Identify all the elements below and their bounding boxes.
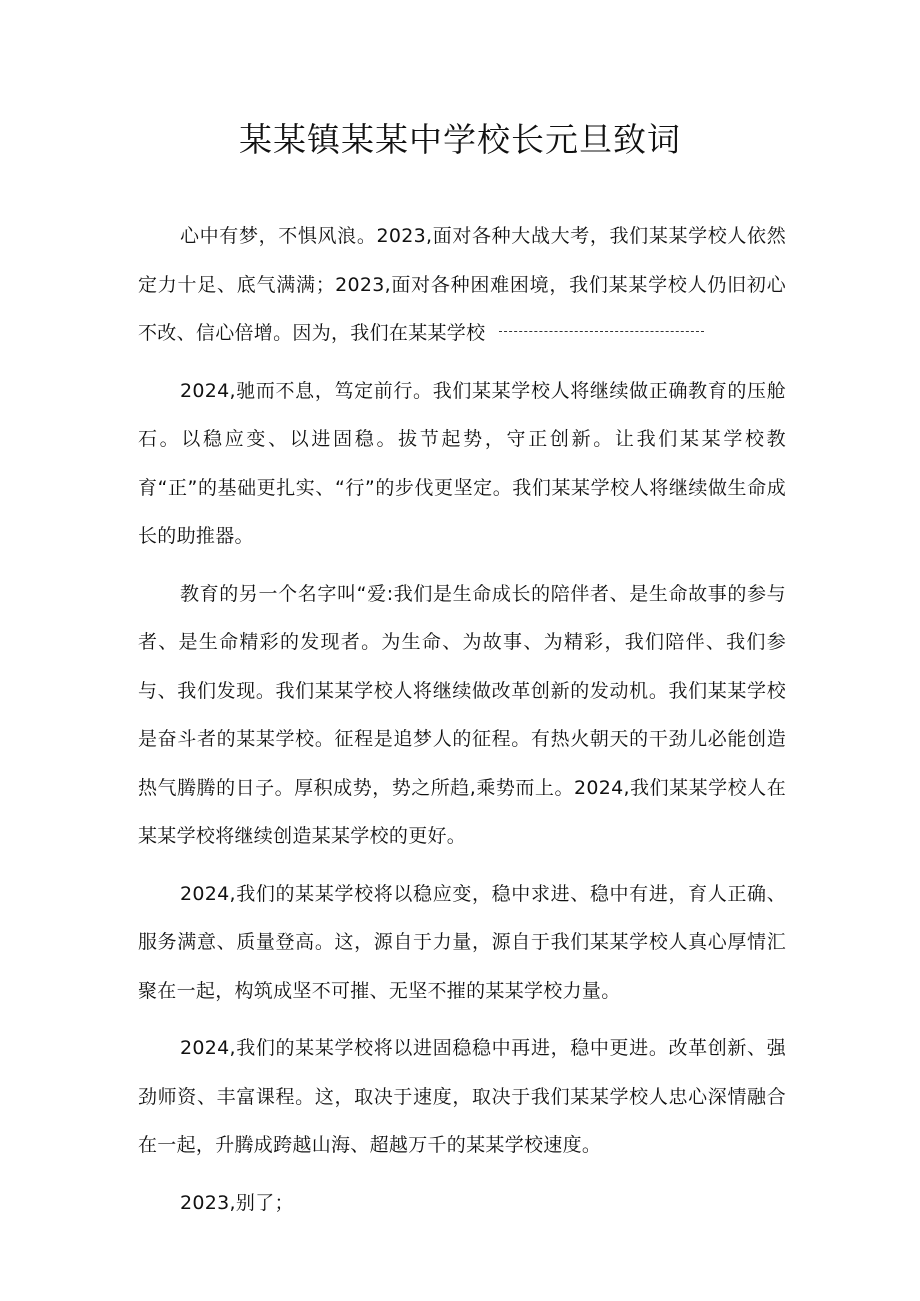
paragraph-2: 2024,驰而不息，笃定前行。我们某某学校人将继续做正确教育的压舱石。以稳应变、以进固稳。拔节起势，守正创新。让我们某某学校教育“正”的基础更扎实、“行”的步伐更坚定。我们某某学校人将继续做生命成长的助推器。 xyxy=(138,379,786,547)
document-body xyxy=(138,212,786,1236)
paragraph-1 xyxy=(138,212,786,358)
paragraph-4: 2024,我们的某某学校将以稳应变，稳中求进、稳中有进，育人正确、服务满意、质量登高。这，源自于力量，源自于我们某某学校人真心厚情汇聚在一起，构筑成坚不可摧、无坚不摧的某某学校力量。 xyxy=(138,882,786,1002)
paragraph-5: 2024,我们的某某学校将以进固稳稳中再进，稳中更进。改革创新、强劲师资、丰富课程。这，取决于速度，取决于我们某某学校人忠心深情融合在一起，升腾成跨越山海、超越万千的某某学校速度。 xyxy=(138,1037,786,1156)
paragraph-3: 教育的另一个名字叫“爱:我们是生命成长的陪伴者、是生命故事的参与者、是生命精彩的发现者。为生命、为故事、为精彩，我们陪伴、我们参与、我们发现。我们某某学校人将继续做改革创新的发动机。我们某某学校是奋斗者的某某学校。征程是追梦人的征程。有热火朝天的干劲儿必能创造热气腾腾的日子。厚积成势，势之所趋,乘势而上。2024,我们某某学校人在某某学校将继续创造某某学校的更好。 xyxy=(138,582,786,847)
dashed-separator xyxy=(499,331,704,332)
document-title: 某某镇某某中学校长元旦致词 xyxy=(239,120,681,159)
paragraph-1-text: 心中有梦，不惧风浪。2023,面对各种大战大考，我们某某学校人依然定力十足、底气满满；2023,面对各种困难困境，我们某某学校人仍旧初心不改、信心倍增。因为，我们在某某学校 xyxy=(138,225,786,344)
paragraph-6: 2023,别了； xyxy=(180,1191,294,1214)
